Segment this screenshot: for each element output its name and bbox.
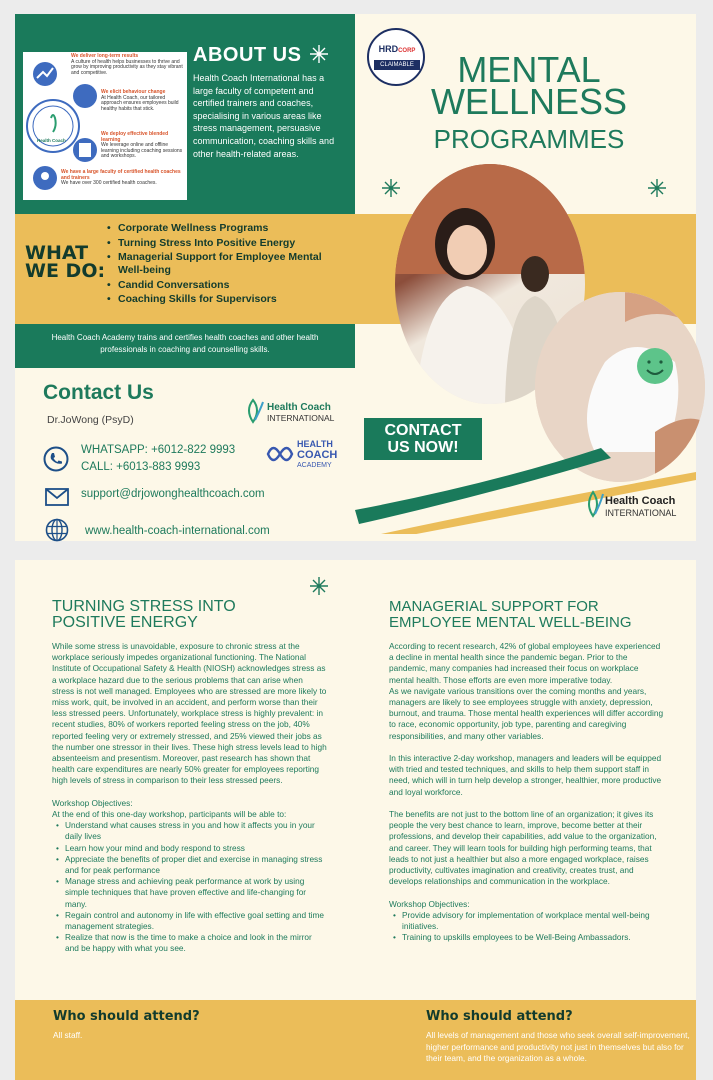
attend-text-right: All levels of management and those who seek overall self-improvement, higher performance and productivity not just in themselves but also for their team, and the organization as a whole.: [426, 1030, 690, 1063]
list-item: • Appreciate the benefits of proper diet and exercise in managing stress and for peak performance: [52, 854, 327, 876]
title-line-2: EMPLOYEE MENTAL WELL-BEING: [389, 614, 632, 631]
about-us-title: ABOUT US: [193, 44, 302, 66]
contact-us-now-button[interactable]: [364, 418, 482, 460]
hrd-text: HRD: [378, 44, 399, 54]
attend-title-left: Who should attend?: [53, 1009, 200, 1024]
list-item: • Training to upskills employees to be Well-Being Ambassadors.: [389, 932, 664, 943]
section-title-managerial: [389, 599, 679, 631]
card-text-4: We have over 300 certified health coaches.: [61, 180, 157, 186]
logo-sub: INTERNATIONAL: [267, 413, 335, 423]
sparkle-icon: [647, 178, 667, 198]
objectives-label: Workshop Objectives:: [52, 797, 133, 808]
stress-paragraph: While some stress is unavoidable, exposure to chronic stress at the workplace seriously impedes organizational functioning. The National Institute of Occupational Safety & Health (NIOSH) acknowledges stress as a workplace hazard due to the serious problems that can arise when stress is not well managed. Employees who are stressed are more likely to miss work, quit, be involved in an accident, and perform worse than their less stressed peers. Unfortunately, workplace stress is highly prevalent: in recent studies, 80% of workers reported feeling stress on the job, 40% reported feeling very or extremely stressed, and 25% viewed their jobs as the number one stressor in their lives. These high stress levels lead to high absenteeism and presentism. Moreover, past research has shown that health care expenditures are nearly 50% greater for employees reporting high levels of stress in comparison to their less stressed peers.: [52, 641, 327, 786]
contact-person: Dr.JoWong (PsyD): [47, 414, 134, 426]
stress-section-body: [52, 641, 327, 955]
objectives-intro: At the end of this one-day workshop, participants will be able to:: [52, 809, 287, 820]
academy-info-text: Health Coach Academy trains and certifies health coaches and other health professionals in coaching and counselling skills.: [51, 333, 319, 354]
list-item: • Provide advisory for implementation of workplace mental well-being initiatives.: [389, 910, 664, 932]
card-heading-1: We deliver long-term results: [71, 53, 139, 59]
academy-knot-icon: [265, 440, 295, 468]
leaf-logo-icon: [583, 488, 605, 518]
title-line-2: POSITIVE ENERGY: [52, 614, 198, 631]
card-text-2: At Health Coach, our tailored approach ensures employees build healthy habits that stick.: [101, 94, 179, 112]
academy-line-2: COACH: [297, 448, 338, 461]
headline-line-2: WELLNESS: [430, 81, 628, 122]
list-item: • Regain control and autonomy in life with effective goal setting and time management strategies.: [52, 910, 327, 932]
card-text-1: A culture of health helps businesses to thrive and grow by improving productivity as they stay vibrant and competitive.: [71, 58, 183, 76]
button-line-1: CONTACT: [384, 422, 462, 439]
headline-line-1: MENTAL: [457, 49, 601, 90]
logo-sub: INTERNATIONAL: [605, 508, 677, 518]
card-text-3: We leverage online and offline learning including coaching sessions and workshops.: [101, 142, 183, 159]
about-us-text: Health Coach International has a large faculty of competent and certified trainers and coaches, specialising in various areas like stress management, persuasive communication, coaching skills and other health-related areas.: [193, 73, 335, 159]
managerial-objectives-list: [389, 910, 664, 944]
email-link[interactable]: support@drjowonghealthcoach.com: [81, 488, 265, 500]
academy-line-1: HEALTH: [297, 439, 333, 449]
managerial-paragraph-1: According to recent research, 42% of global employees have experienced a decline in mental health since the pandemic began. Prior to the pandemic, many companies had increased their focus on workplace mental health. Those efforts are even more imperative today.: [389, 641, 661, 685]
logo-name: Health Coach: [605, 495, 676, 507]
contact-us-title: Contact Us: [43, 381, 154, 404]
academy-line-3: ACADEMY: [297, 461, 332, 469]
list-item: • Managerial Support for Employee Mental Well-being: [107, 251, 347, 277]
services-list: [107, 222, 347, 308]
email-icon: [45, 488, 69, 506]
logo-name: Health Coach: [267, 402, 331, 413]
globe-icon: [45, 518, 69, 542]
attend-title-right: Who should attend?: [426, 1009, 573, 1024]
card-logo-text: Health Coach: [37, 138, 66, 143]
hrd-corp-claimable-badge: [367, 28, 425, 86]
website-link[interactable]: www.health-coach-international.com: [85, 525, 270, 537]
list-item: • Coaching Skills for Supervisors: [107, 293, 347, 306]
sparkle-icon: [309, 44, 329, 64]
call-number[interactable]: CALL: +6013-883 9993: [81, 461, 201, 473]
what-title-line-1: WHAT: [25, 242, 89, 264]
sparkle-icon: [309, 576, 329, 596]
list-item: • Manage stress and achieving peak performance at work by using simple techniques that have proven effective and life-changing for many.: [52, 876, 327, 910]
title-line-1: TURNING STRESS INTO: [52, 598, 236, 615]
list-item: • Candid Conversations: [107, 279, 347, 292]
what-we-do-title: [25, 244, 105, 280]
card-heading-4: We have a large faculty of certified health coaches and trainers: [61, 169, 181, 181]
button-line-2: US NOW!: [387, 439, 459, 456]
managerial-paragraph-2: As we navigate various transitions over the coming months and years, managers are likely to see employees struggle with anxiety, depression, burnout, and trauma. Those mental health experiences will differ according to race, economic opportunity, job type, parenting and caregiving responsibilities, and many other variables.: [389, 685, 664, 741]
managerial-paragraph-4: The benefits are not just to the bottom line of an organization; it gives its people the very best chance to learn, improve, become better at their professions, and develop their capabilities, add value to the organization, and career. They will learn tools for building high performing teams, that leads to not just a healthier but also a more engaged workplace, raises productivity, cultivates imagination and creativity, creates trust, and develops relationships and communication in the workplace.: [389, 809, 657, 887]
card-heading-2: We elicit behaviour change: [101, 89, 166, 95]
list-item: • Corporate Wellness Programs: [107, 222, 347, 235]
list-item: • Learn how your mind and body respond to stress: [52, 843, 327, 854]
list-item: • Understand what causes stress in you and how it affects you in your daily lives: [52, 820, 327, 842]
phone-icon: [43, 446, 69, 472]
list-item: • Turning Stress Into Positive Energy: [107, 237, 347, 250]
title-line-1: MANAGERIAL SUPPORT FOR: [389, 598, 599, 615]
headline-programmes: PROGRAMMES: [433, 124, 625, 154]
hrd-claimable-tag: CLAIMABLE: [374, 60, 420, 70]
stress-objectives-list: [52, 820, 327, 954]
flyer-front-page: [15, 14, 696, 541]
list-item: • Realize that now is the time to make a choice and look in the mirror and be happy with what you see.: [52, 932, 327, 954]
what-title-line-2: WE DO:: [25, 260, 106, 282]
objectives-label: Workshop Objectives:: [389, 898, 470, 909]
card-heading-3: We deploy effective blended learning: [101, 131, 169, 143]
leaf-logo-icon: [243, 396, 265, 424]
sparkle-icon: [381, 178, 401, 198]
hrd-sub-text: CORP: [398, 48, 416, 54]
flyer-back-page: [15, 560, 696, 1080]
info-graphic-card: [23, 52, 187, 200]
headline-mental-wellness: [419, 49, 639, 122]
whatsapp-number[interactable]: WHATSAPP: +6012-822 9993: [81, 444, 236, 456]
attend-text-left: All staff.: [53, 1030, 83, 1040]
managerial-section-body: [389, 641, 664, 943]
managerial-paragraph-3: In this interactive 2-day workshop, managers and leaders will be equipped with tried and tested techniques, and skills to help them support staff in need, which will in turn help develop a stronger, healthier, more productive and loyal workforce.: [389, 753, 662, 797]
section-title-stress: [52, 599, 312, 631]
